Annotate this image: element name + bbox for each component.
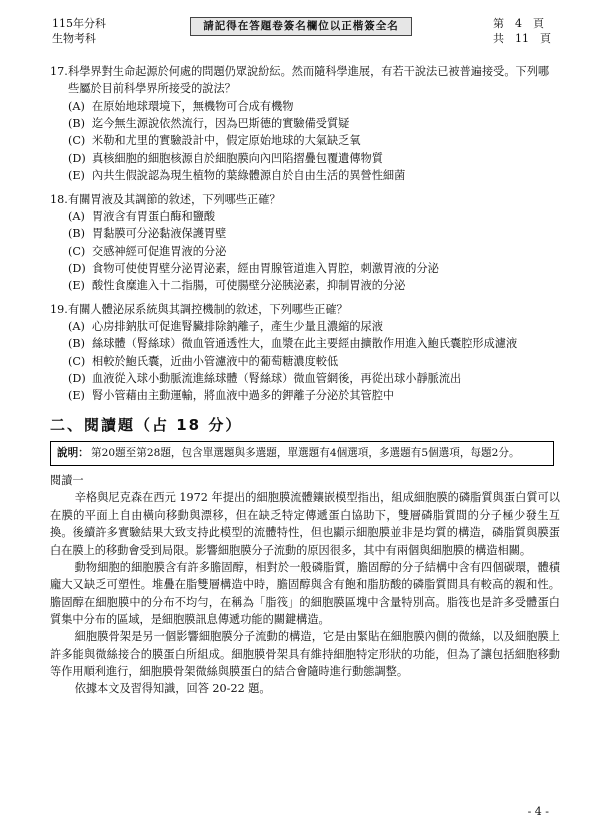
instructions-label: 說明：: [57, 447, 89, 460]
option-d: [50, 370, 560, 387]
signature-notice: 請記得在答題卷簽名欄位以正楷簽全名: [190, 17, 412, 36]
option-text: 在原始地球環境下，無機物可合成有機物: [92, 99, 294, 113]
exam-year: 115年分科: [52, 17, 106, 30]
option-label: (B): [68, 337, 85, 351]
option-a: [50, 98, 560, 115]
option-text: 胃液含有胃蛋白酶和鹽酸: [92, 209, 216, 223]
option-text: 血液從入球小動脈流進絲球體（腎絲球）微血管網後，再從出球小靜脈流出: [92, 372, 462, 386]
option-text: 腎小管藉由主動運輸，將血液中過多的鉀離子分泌於其管腔中: [92, 389, 395, 403]
reading-paragraph: 辛格與尼克森在西元 1972 年提出的細胞膜流體鑲嵌模型指出，組成細胞膜的磷脂質與蛋白質可以在膜的平面上自由橫向移動與漂移，但在缺乏特定傳遞蛋白協助下，雙層磷脂質間的分子極少發生互換。後續許多實驗結果大致支持此模型的流體特性，但也顯示細胞膜並非是均質的構造，磷脂質與膜蛋白在膜上的移動會受到局限。影響細胞膜分子流動的原因很多，其中有兩個與細胞膜的構造相關。: [50, 491, 560, 557]
option-text: 米勒和尤里的實驗設計中，假定原始地球的大氣缺乏氧: [92, 134, 361, 148]
reading-heading: 閱讀一: [50, 474, 84, 488]
option-b: [50, 225, 560, 242]
option-label: (B): [68, 227, 85, 241]
option-text: 真核細胞的細胞核源自於細胞膜向內凹陷摺疊包覆遺傳物質: [92, 151, 383, 165]
option-text: 心房排鈉肽可促進腎臟排除鈉離子，產生少量且濃縮的尿液: [92, 320, 383, 334]
option-text: 胃黏膜可分泌黏液保護胃壁: [92, 227, 227, 241]
option-label: (C): [68, 134, 86, 148]
option-label: (A): [68, 320, 85, 334]
option-label: (C): [68, 354, 86, 368]
option-label: (E): [68, 169, 85, 183]
question-17: [50, 63, 560, 185]
option-text: 相較於鮑氏囊，近曲小管濾液中的葡萄糖濃度較低: [92, 354, 339, 368]
option-label: (A): [68, 99, 85, 113]
option-text: 食物可使使胃壁分泌胃泌素，經由胃腺管道進入胃腔，刺激胃液的分泌: [92, 261, 439, 275]
option-label: (A): [68, 209, 85, 223]
option-a: [50, 208, 560, 225]
reading-paragraph: 動物細胞的細胞膜含有許多膽固醇，相對於一般磷脂質，膽固醇的分子結構中含有四個碳環，體積龐大又缺乏可塑性。堆疊在脂雙層構造中時，膽固醇與含有飽和脂肪酸的磷脂質間具有較高的親和性。膽固醇在細胞膜中的分布不均勻，在稱為「脂筏」的細胞膜區塊中含量特別高。脂筏也是許多受體蛋白質集中分布的區域，是細胞膜訊息傳遞功能的關鍵構造。: [50, 560, 560, 626]
option-e: [50, 387, 560, 404]
option-label: (D): [68, 261, 86, 275]
option-c: [50, 243, 560, 260]
page-footer-number: - 4 -: [527, 804, 549, 818]
option-e: [50, 277, 560, 294]
question-number: 18.: [50, 192, 68, 206]
option-text: 酸性食糜進入十二指腸，可使腸壁分泌胰泌素，抑制胃液的分泌: [92, 279, 406, 293]
instructions-text: 第20題至第28題，包含單選題與多選題，單選題有4個選項，多選題有5個選項，每題2分。: [91, 447, 520, 460]
option-text: 絲球體（腎絲球）微血管通透性大，血漿在此主要經由擴散作用進入鮑氏囊腔形成濾液: [92, 337, 518, 351]
option-a: [50, 318, 560, 335]
instructions-box: [50, 441, 554, 466]
option-text: 交感神經可促進胃液的分泌: [92, 244, 227, 258]
exam-subject: 生物考科: [52, 32, 96, 45]
question-stem: 科學界對生命起源於何處的問題仍眾說紛紜。然而隨科學進展，有若干說法已被普遍接受。下列哪些屬於目前科學界所接受的說法？: [68, 65, 550, 96]
option-label: (B): [68, 117, 85, 131]
total-pages-label: 共 11 頁: [493, 32, 551, 45]
option-b: [50, 335, 560, 352]
question-stem: 有關胃液及其調節的敘述，下列哪些正確？: [68, 192, 281, 206]
header-page-block: [493, 16, 551, 46]
option-c: [50, 353, 560, 370]
question-number: 17.: [50, 65, 68, 78]
reading-paragraph: 細胞膜骨架是另一個影響細胞膜分子流動的構造，它是由緊貼在細胞膜內側的微絲，以及細胞膜上許多能與微絲接合的膜蛋白所組成。細胞膜骨架具有維持細胞特定形狀的功能，但為了讓包括細胞移動等作用順利進行，細胞膜骨架微絲與膜蛋白的結合會隨時進行動態調整。: [50, 630, 560, 679]
option-label: (E): [68, 279, 85, 293]
option-label: (D): [68, 151, 86, 165]
option-text: 內共生假說認為現生植物的葉綠體源自於自由生活的異營性細菌: [92, 169, 406, 183]
option-d: [50, 260, 560, 277]
question-number: 19.: [50, 302, 68, 316]
option-label: (E): [68, 389, 85, 403]
option-d: [50, 150, 560, 167]
option-text: 迄今無生源說依然流行，因為巴斯德的實驗備受質疑: [92, 117, 350, 131]
reading-instruction: 依據本文及習得知識，回答 20-22 題。: [74, 682, 271, 696]
option-c: [50, 132, 560, 149]
question-stem: 有關人體泌尿系統與其調控機制的敘述，下列哪些正確？: [68, 302, 348, 316]
question-18: [50, 191, 560, 295]
header-subject-block: [52, 16, 106, 46]
option-e: [50, 167, 560, 184]
option-label: (C): [68, 244, 86, 258]
option-b: [50, 115, 560, 132]
section-title: 二、閱讀題（占 18 分）: [50, 415, 243, 434]
page-content: [50, 63, 560, 698]
option-label: (D): [68, 372, 86, 386]
page-number-label: 第 4 頁: [493, 17, 544, 30]
question-19: [50, 301, 560, 405]
